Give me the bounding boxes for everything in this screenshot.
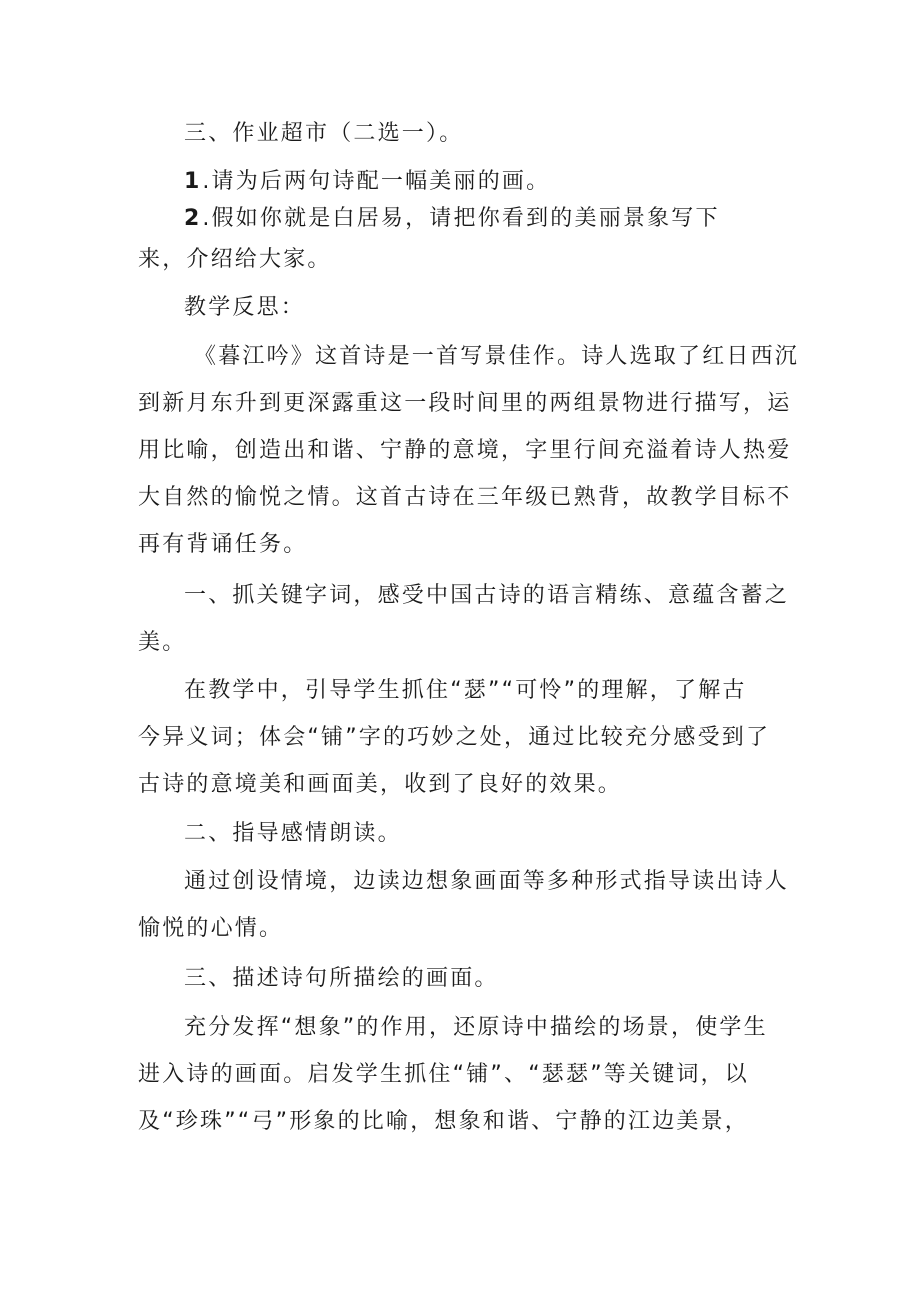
homework-heading: 三、作业超市（二选一）。 bbox=[184, 121, 464, 146]
item-number: 1 bbox=[184, 169, 203, 194]
reflection-intro: 《暮江吟》这首诗是一首写景佳作。诗人选取了红日西沉 到新月东升到更深露重这一段时间里的两组景物进行描写，运 用比喻，创造出和谐、宁静的意境，字里行间充溢着诗人热爱 大自然的愉悦之情。这首古诗在三年级已熟背，故教学目标不 再有背诵任务。 bbox=[138, 344, 800, 557]
homework-item-1: 1.请为后两句诗配一幅美丽的画。 bbox=[184, 169, 551, 194]
point-2-heading: 二、指导感情朗读。 bbox=[184, 821, 402, 846]
reflection-heading: 教学反思： bbox=[184, 295, 306, 320]
point-2-body: 通过创设情境，边读边想象画面等多种形式指导读出诗人 愉悦的心情。 bbox=[138, 869, 790, 941]
point-1-body: 在教学中，引导学生抓住“瑟”“可怜”的理解，了解古 今异义词；体会“铺”字的巧妙之处，通过比较充分感受到了 古诗的意境美和画面美，收到了良好的效果。 bbox=[138, 678, 771, 797]
item-number: 2 bbox=[184, 206, 203, 231]
point-1-heading: 一、抓关键字词，感受中国古诗的语言精练、意蕴含蓄之 美。 bbox=[138, 583, 790, 655]
homework-item-2: 2.假如你就是白居易，请把你看到的美丽景象写下 来，介绍给大家。 bbox=[138, 206, 720, 272]
point-3-heading: 三、描述诗句所描绘的画面。 bbox=[184, 966, 499, 991]
point-3-body: 充分发挥“想象”的作用，还原诗中描绘的场景，使学生 进入诗的画面。启发学生抓住“铺”、“瑟瑟”等关键词，以 及“珍珠”“弓”形象的比喻，想象和谐、宁静的江边美景， bbox=[138, 1015, 768, 1134]
